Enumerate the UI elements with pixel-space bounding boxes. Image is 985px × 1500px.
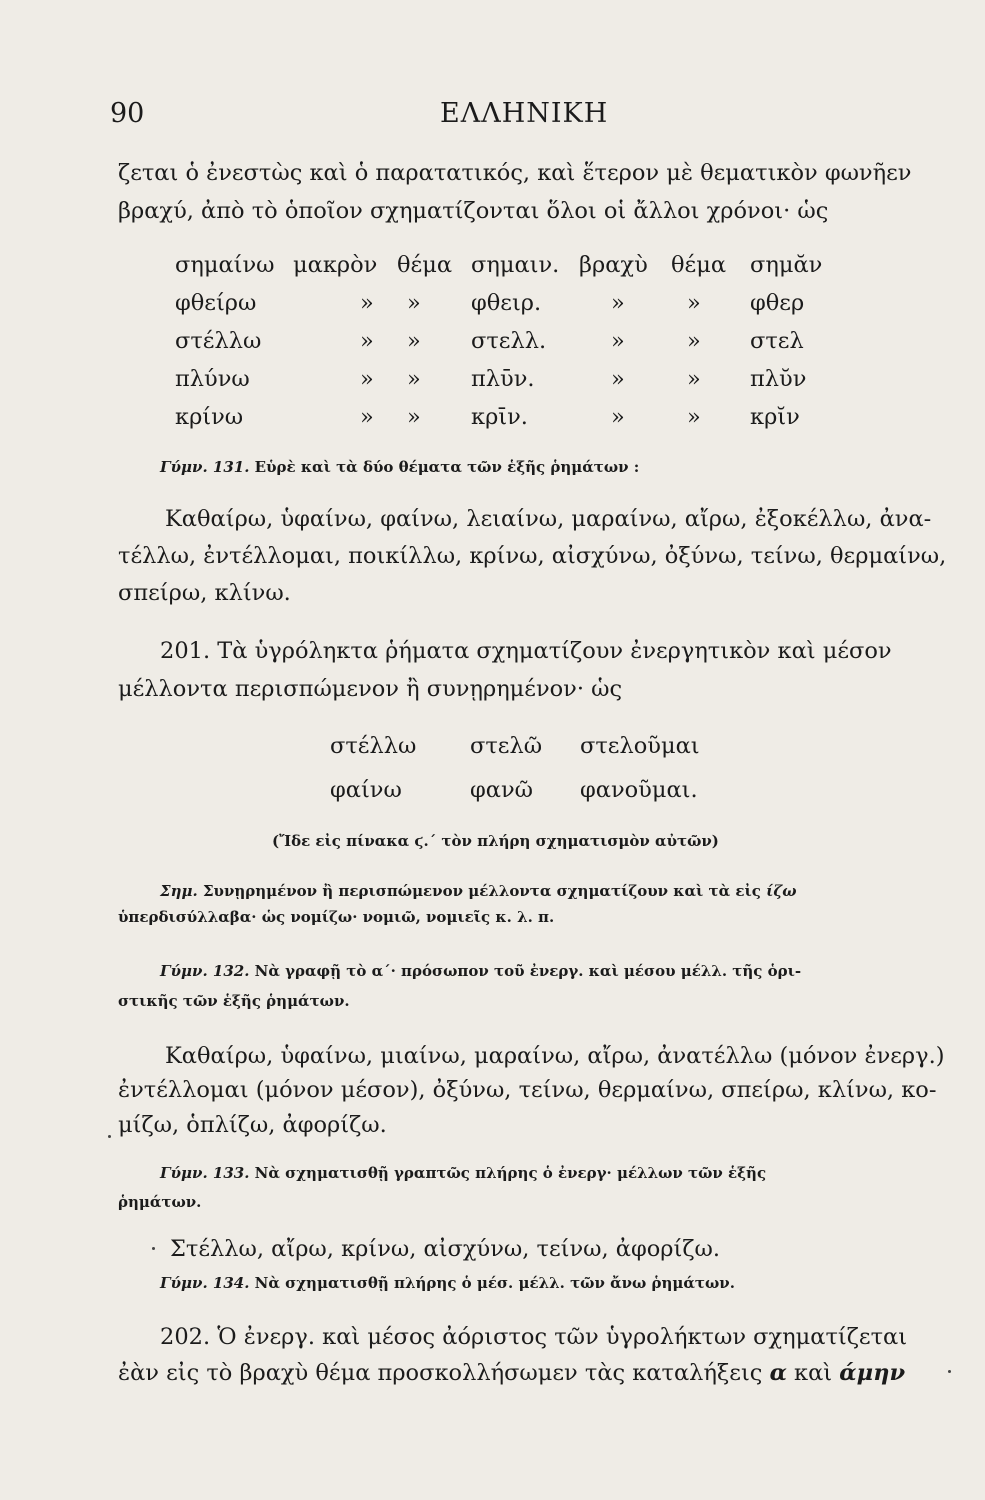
exercise-text: Νὰ σχηματισθῇ γραπτῶς πλήρης ὁ ἐνεργ· μέλλων τῶν ἑξῆς	[254, 1164, 767, 1182]
note-text: Συνῃρημένον ἢ περισπώμενον μέλλοντα σχηματίζουν καὶ τὰ εἰς	[202, 882, 761, 900]
future-cell: στελοῦμαι	[580, 733, 700, 759]
section-text: Ὁ ἐνεργ. καὶ μέσος ἀόριστος τῶν ὑγρολήκτων σχηματίζεται	[217, 1324, 908, 1350]
ditto-mark: »	[360, 404, 374, 430]
stem-cell: σημᾰν	[750, 252, 823, 278]
stem-cell: φθερ	[750, 290, 805, 316]
list132-line-1: Καθαίρω, ὑφαίνω, μιαίνω, μαραίνω, αἴρω, ἀνατέλλω (μόνον ἐνεργ.)	[165, 1043, 945, 1069]
ditto-mark: »	[687, 366, 701, 392]
ditto-mark: »	[611, 404, 625, 430]
exercise-label: Γύμν. 131.	[160, 458, 250, 476]
ditto-mark: »	[360, 290, 374, 316]
future-cell: στελῶ	[470, 733, 543, 759]
stem-cell: κρῐν	[750, 404, 800, 430]
see-table-note: (Ἴδε εἰς πίνακα ϛ.΄ τὸν πλήρη σχηματισμὸν αὐτῶν)	[272, 832, 719, 850]
stem-cell: σημαιν.	[471, 252, 560, 278]
intro-line-2: βραχύ, ἀπὸ τὸ ὁποῖον σχηματίζονται ὅλοι οἱ ἄλλοι χρόνοι· ὡς	[118, 198, 829, 224]
note-line-1	[160, 882, 797, 900]
future-cell: φαίνω	[330, 777, 402, 803]
stem-cell: πλῡν.	[471, 366, 535, 392]
stem-cell: μακρὸν	[293, 252, 378, 278]
section-201-line-1	[160, 638, 892, 664]
stem-cell: στελ	[750, 328, 804, 354]
list132-line-2: ἐντέλλομαι (μόνον μέσον), ὀξύνω, τείνω, θερμαίνω, σπείρω, κλίνω, κο-	[118, 1077, 937, 1103]
ending-a: α	[769, 1360, 787, 1386]
exercise-131	[160, 458, 639, 476]
ditto-mark: »	[687, 328, 701, 354]
exercise-text: Εὑρὲ καὶ τὰ δύο θέματα τῶν ἑξῆς ῥημάτων :	[254, 458, 640, 476]
scan-speck	[108, 1135, 111, 1138]
ditto-mark: »	[360, 366, 374, 392]
exercise-label: Γύμν. 134.	[160, 1274, 250, 1292]
note-line-2: ὑπερδισύλλαβα· ὡς νομίζω· νομιῶ, νομιεῖς κ. λ. π.	[118, 908, 555, 926]
note-ending: ίζω	[766, 882, 797, 900]
ending-amen: άμην	[839, 1360, 906, 1386]
list133-line: Στέλλω, αἴρω, κρίνω, αἰσχύνω, τείνω, ἀφορίζω.	[170, 1236, 721, 1262]
ditto-mark: »	[407, 366, 421, 392]
stem-cell: στελλ.	[471, 328, 547, 354]
stem-cell: κρῑν.	[471, 404, 528, 430]
ditto-mark: »	[407, 290, 421, 316]
stem-cell: πλύνω	[175, 366, 250, 392]
ditto-mark: »	[611, 328, 625, 354]
ditto-mark: »	[611, 366, 625, 392]
section-number: 201.	[160, 638, 211, 664]
ditto-mark: »	[407, 404, 421, 430]
exercise-label: Γύμν. 133.	[160, 1164, 250, 1182]
stem-cell: βραχὺ	[579, 252, 648, 278]
stem-cell: φθείρω	[175, 290, 257, 316]
stem-cell: κρίνω	[175, 404, 244, 430]
section-text: Τὰ ὑγρόληκτα ῥήματα σχηματίζουν ἐνεργητικὸν καὶ μέσον	[217, 638, 892, 664]
exercise-132-line-2: στικῆς τῶν ἑξῆς ῥημάτων.	[118, 992, 350, 1010]
list131-line-3: σπείρω, κλίνω.	[118, 580, 291, 606]
future-cell: φανοῦμαι.	[580, 777, 698, 803]
future-cell: φανῶ	[470, 777, 533, 803]
exercise-133-line-2: ῥημάτων.	[118, 1193, 202, 1211]
exercise-133-line-1	[160, 1164, 766, 1182]
section-number: 202.	[160, 1324, 211, 1350]
stem-cell: θέμα	[397, 252, 453, 278]
exercise-label: Γύμν. 132.	[160, 962, 250, 980]
intro-line-1: ζεται ὁ ἐνεστὼς καὶ ὁ παρατατικός, καὶ ἕτερον μὲ θεματικὸν φωνῆεν	[118, 160, 912, 186]
stem-cell: θέμα	[671, 252, 727, 278]
section-201-line-2: μέλλοντα περισπώμενον ἢ συνῃρημένον· ὡς	[118, 676, 623, 702]
future-cell: στέλλω	[330, 733, 417, 759]
ditto-mark: »	[687, 404, 701, 430]
stem-cell: σημαίνω	[175, 252, 275, 278]
section-text: ἐὰν εἰς τὸ βραχὺ θέμα προσκολλήσωμεν τὰς καταλήξεις	[118, 1360, 763, 1386]
list131-line-2: τέλλω, ἐντέλλομαι, ποικίλλω, κρίνω, αἰσχύνω, ὀξύνω, τείνω, θερμαίνω,	[118, 543, 947, 569]
page-number: 90	[110, 98, 145, 129]
stem-cell: στέλλω	[175, 328, 262, 354]
scan-speck	[152, 1247, 155, 1250]
stem-cell: φθειρ.	[471, 290, 542, 316]
stem-cell: πλῠν	[750, 366, 807, 392]
list131-line-1: Καθαίρω, ὑφαίνω, φαίνω, λειαίνω, μαραίνω, αἴρω, ἐξοκέλλω, ἀνα-	[165, 506, 932, 532]
running-title: ΕΛΛΗΝΙΚΗ	[440, 98, 609, 129]
section-202-line-1	[160, 1324, 907, 1350]
exercise-text: Νὰ γραφῇ τὸ α΄· πρόσωπον τοῦ ἐνεργ. καὶ μέσου μέλλ. τῆς ὁρι-	[254, 962, 802, 980]
ditto-mark: »	[687, 290, 701, 316]
ditto-mark: »	[611, 290, 625, 316]
section-202-line-2	[118, 1360, 905, 1386]
exercise-134	[160, 1274, 735, 1292]
scan-speck	[948, 1370, 951, 1373]
exercise-text: Νὰ σχηματισθῇ πλήρης ὁ μέσ. μέλλ. τῶν ἄνω ῥημάτων.	[254, 1274, 735, 1292]
list132-line-3: μίζω, ὁπλίζω, ἀφορίζω.	[118, 1112, 387, 1138]
ditto-mark: »	[407, 328, 421, 354]
conjunction: καὶ	[794, 1360, 833, 1386]
exercise-132-line-1	[160, 962, 801, 980]
ditto-mark: »	[360, 328, 374, 354]
note-label: Σημ.	[160, 882, 198, 900]
